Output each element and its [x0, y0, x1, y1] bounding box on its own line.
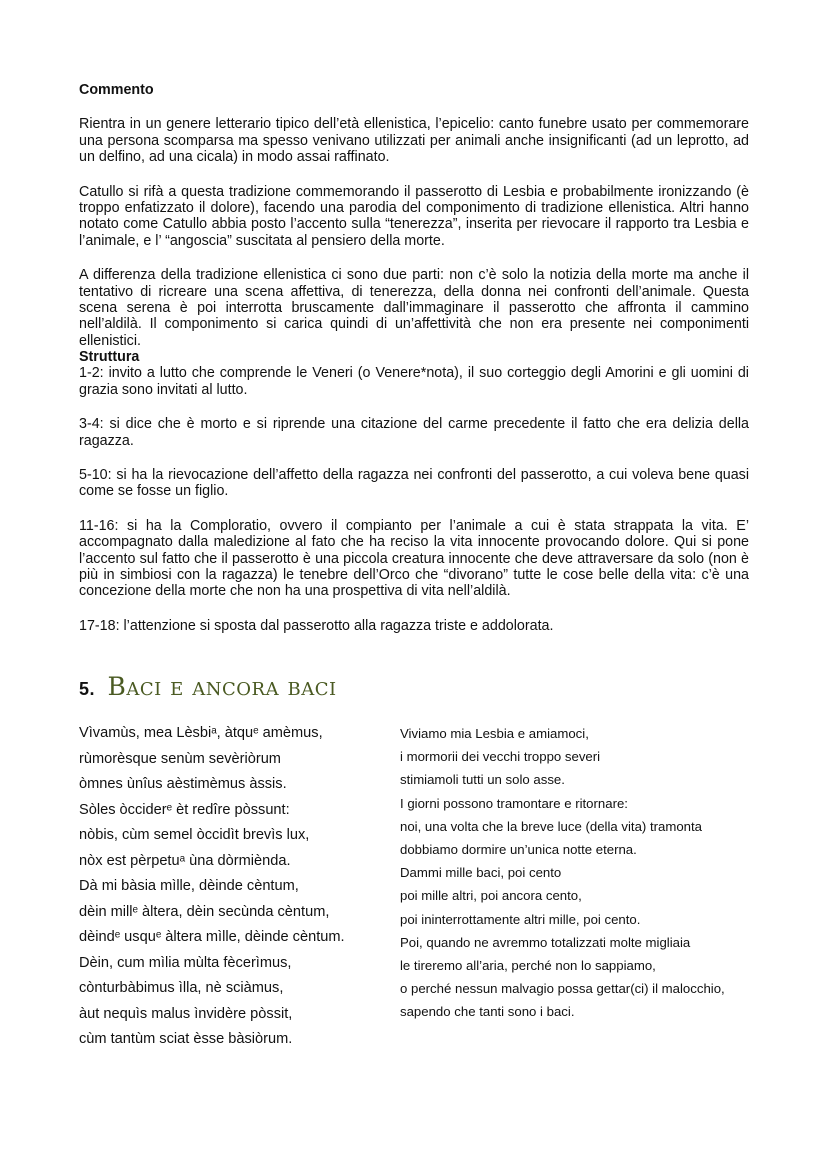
- poem-line: òmnes ùnîus aèstimèmus àssis.: [79, 776, 287, 792]
- commento-paragraph: Rientra in un genere letterario tipico dell’età ellenistica, l’epicelio: canto funebre usato per commemorare una persona scomparsa ma spesso venivano utilizzati per animali anche insignificanti (ad un leprotto, ad un delfino, ad una cicala) in modo assai raffinato.: [79, 116, 749, 166]
- poem-line: dèindᵉ usquᵉ àltera mìlle, dèinde cèntum.: [79, 929, 345, 945]
- poem-line: nòbis, cùm semel òccidìt brevìs lux,: [79, 827, 310, 843]
- struttura-paragraph: 11-16: si ha la Comploratio, ovvero il compianto per l’animale a cui è stata strappata la vita. E’ accompagnato dalla maledizione al fato che ha reciso la vita innocente provocando dolore. Qui si pone l’accento sul fatto che il passerotto è una piccola creatura innocente che deve attraversare da solo (non è più in simbiosi con la ragazza) le tenebre dell’Orco che “divorano” tutte le cose belle della vita: c’è una concezione della morte che non ha una prospettiva di vita nell’aldilà.: [79, 517, 749, 600]
- italian-translation: [400, 722, 725, 1024]
- poem-line: poi ininterrottamente altri mille, poi cento.: [400, 911, 641, 927]
- section-title-text: Baci e ancora baci: [107, 672, 337, 701]
- section-number: 5.: [79, 679, 96, 699]
- poem-line: le tireremo all’aria, perché non lo sappiamo,: [400, 958, 656, 974]
- commento-heading: Commento: [79, 82, 154, 98]
- poem-line: stimiamoli tutti un solo asse.: [400, 772, 565, 788]
- poem-line: cònturbàbimus ìlla, nè sciàmus,: [79, 980, 284, 996]
- latin-poem: [79, 721, 345, 1053]
- commento-paragraph: A differenza della tradizione ellenistica ci sono due parti: non c’è solo la notizia della morte ma anche il tentativo di ricreare una scena affettiva, di tenerezza, della donna nei confronti dell’animale. Questa scena serena è poi interrotta bruscamente dall’immaginare il passerotto che affronta il cammino nell’aldilà. Il componimento si carica quindi di un’affettività che non era presente nei componimenti ellenistici.: [79, 267, 749, 349]
- poem-line: Poi, quando ne avremmo totalizzati molte migliaia: [400, 934, 691, 950]
- poem-line: sapendo che tanti sono i baci.: [400, 1004, 575, 1020]
- poem-line: Viviamo mia Lesbia e amiamoci,: [400, 726, 589, 741]
- poem-line: I giorni possono tramontare e ritornare:: [400, 795, 628, 811]
- struttura-paragraph: 5-10: si ha la rievocazione dell’affetto della ragazza nei confronti del passerotto, a cui voleva bene quasi come se fosse un figlio.: [79, 467, 749, 500]
- poem-line: poi mille altri, poi ancora cento,: [400, 888, 582, 904]
- commento-section: [79, 82, 749, 349]
- poem-line: dobbiamo dormire un’unica notte eterna.: [400, 842, 637, 858]
- poem-line: cùm tantùm sciat èsse bàsiòrum.: [79, 1031, 293, 1047]
- struttura-paragraph: 3-4: si dice che è morto e si riprende una citazione del carme precedente il fatto che era delizia della ragazza.: [79, 416, 749, 449]
- poem-line: àut nequìs malus ìnvidère pòssit,: [79, 1005, 293, 1022]
- poem-line: Dà mi bàsia mìlle, dèinde cèntum,: [79, 878, 299, 894]
- poem-line: Vìvamùs, mea Lèsbiᵃ, àtquᵉ amèmus,: [79, 725, 323, 741]
- poem-line: noi, una volta che la breve luce (della vita) tramonta: [400, 818, 703, 834]
- poem-line: dèin millᵉ àltera, dèin secùnda cèntum,: [79, 903, 330, 920]
- poem-line: rùmorèsque senùm sevèriòrum: [79, 750, 281, 767]
- struttura-heading: Struttura: [79, 349, 140, 365]
- poem-line: i mormorii dei vecchi troppo severi: [400, 749, 601, 765]
- struttura-paragraph: 17-18: l’attenzione si sposta dal passerotto alla ragazza triste e addolorata.: [79, 617, 554, 634]
- poem-line: Dammi mille baci, poi cento: [400, 865, 562, 881]
- poem-line: nòx est pèrpetuᵃ ùna dòrmiènda.: [79, 852, 291, 869]
- poem-line: Dèin, cum mìlia mùlta fècerìmus,: [79, 954, 292, 971]
- struttura-section: [79, 349, 749, 634]
- poem-line: o perché nessun malvagio possa gettar(ci) il malocchio,: [400, 981, 725, 997]
- section-title: [79, 672, 337, 701]
- commento-paragraph: Catullo si rifà a questa tradizione commemorando il passerotto di Lesbia e probabilmente ironizzando (è troppo enfatizzato il dolore), facendo una parodia del componimento di tradizione ellenistica. Altri hanno notato come Catullo abbia posto l’accento sulla “tenerezza”, inserita per rievocare il rapporto tra Lesbia e l’animale, e l’ “angoscia” suscitata al pensiero della morte.: [79, 183, 749, 249]
- struttura-paragraph: 1-2: invito a lutto che comprende le Veneri (o Venere*nota), il suo corteggio degli Amorini e gli uomini di grazia sono invitati al lutto.: [79, 365, 749, 398]
- poem-line: Sòles òcciderᵉ èt redîre pòssunt:: [79, 801, 290, 818]
